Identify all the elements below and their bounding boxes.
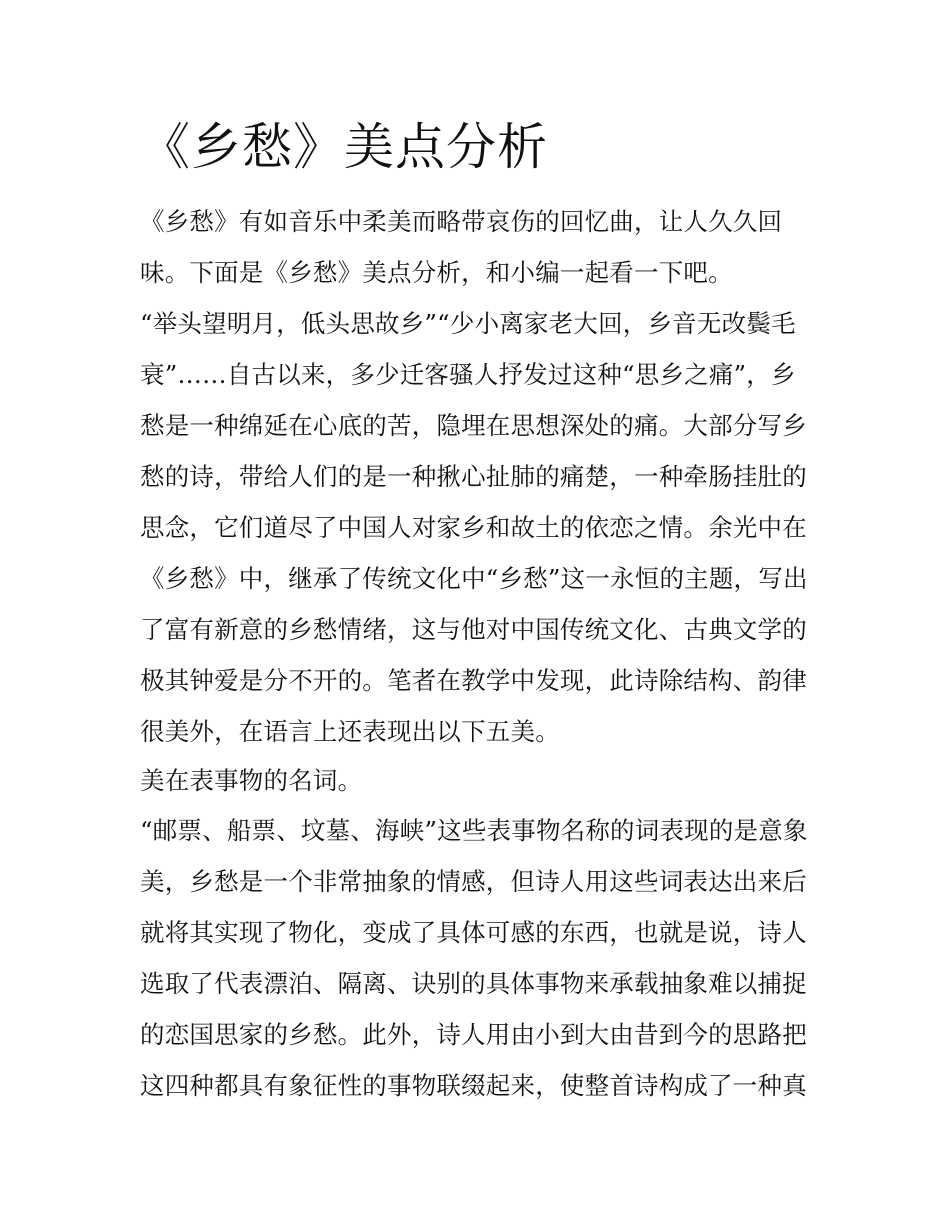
body-line: “邮票、船票、坟墓、海峡”这些表事物名称的词表现的是意象 [140, 816, 808, 845]
body-line: 很美外，在语言上还表现出以下五美。 [140, 717, 560, 746]
body-line: 的恋国思家的乡愁。此外，诗人用由小到大由昔到今的思路把 [140, 1020, 807, 1049]
body-line: 味。下面是《乡愁》美点分析，和小编一起看一下吧。 [140, 258, 733, 287]
body-line: 衰”……自古以来，多少迁客骚人抒发过这种“思乡之痛”，乡 [140, 360, 796, 389]
body-line: 愁的诗，带给人们的是一种揪心扯肺的痛楚，一种牵肠挂肚的 [140, 462, 807, 491]
body-line: 《乡愁》有如音乐中柔美而略带哀伤的回忆曲，让人久久回 [140, 207, 783, 236]
body-line: 选取了代表漂泊、隔离、诀别的具体事物来承载抽象难以捕捉 [140, 969, 807, 998]
body-line: 了富有新意的乡愁情绪，这与他对中国传统文化、古典文学的 [140, 615, 807, 644]
body-line: 这四种都具有象征性的事物联缀起来，使整首诗构成了一种真 [140, 1071, 807, 1100]
body-line: 极其钟爱是分不开的。笔者在教学中发现，此诗除结构、韵律 [140, 666, 807, 695]
body-line: 就将其实现了物化，变成了具体可感的东西，也就是说，诗人 [140, 918, 807, 947]
body-line: 愁是一种绵延在心底的苦，隐埋在思想深处的痛。大部分写乡 [140, 411, 807, 440]
body-line: 美，乡愁是一个非常抽象的情感，但诗人用这些词表达出来后 [140, 867, 807, 896]
page-title: 《乡愁》美点分析 [140, 118, 548, 176]
body-line: 思念，它们道尽了中国人对家乡和故土的依恋之情。余光中在 [140, 513, 807, 542]
section-heading: 美在表事物的名词。 [140, 766, 363, 795]
body-line: “举头望明月，低头思故乡”“少小离家老大回，乡音无改鬓毛 [140, 309, 796, 338]
body-line: 《乡愁》中，继承了传统文化中“乡愁”这一永恒的主题，写出 [140, 564, 808, 593]
